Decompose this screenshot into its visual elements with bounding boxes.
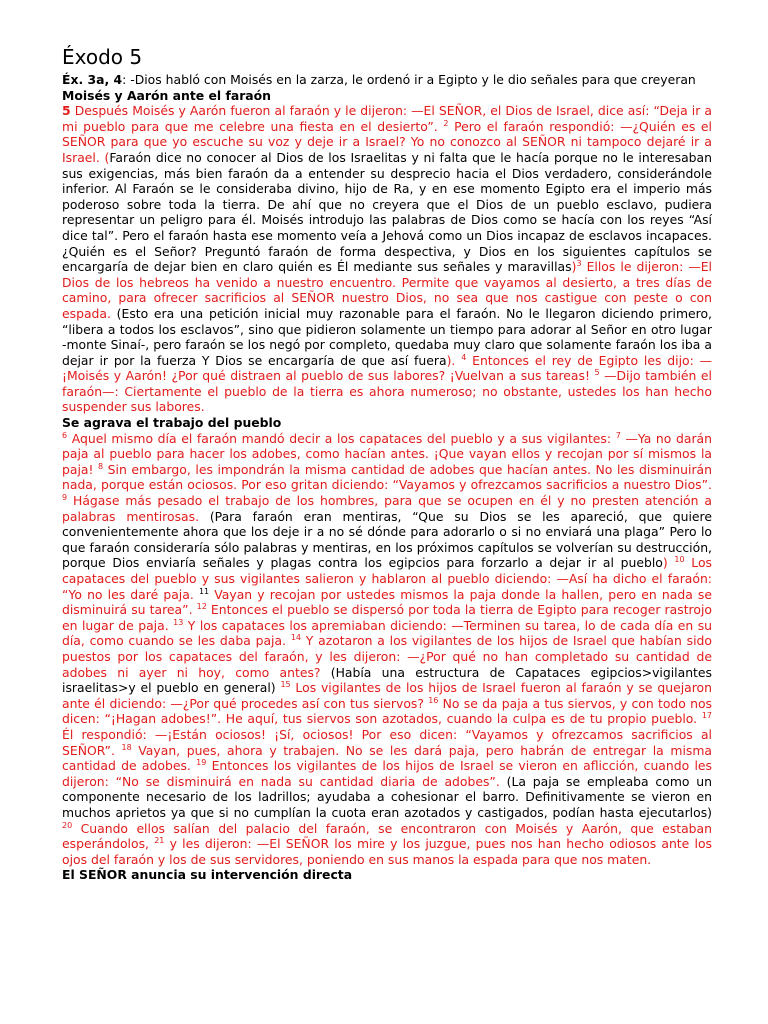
verse-number: 12 xyxy=(196,602,207,612)
verse-number: 21 xyxy=(154,835,165,845)
verse-text: No se da paja a tus siervos, y con todo nos dicen: “¡Hagan adobes!”. He aquí, tus siervos son azotados, cuando la culpa es de tu propio pueblo. xyxy=(62,695,712,727)
verse-number: 15 xyxy=(280,680,291,690)
intro-line xyxy=(62,72,712,88)
commentary-text: (La paja se empleaba como un componente necesario de los ladrillos; ayudaba a cohesionar el barro. Definitivamente se vieron en muchos aprietos ya que si no cumplían la cuota eran azotados y castigados, podían hasta ejecutarlos) xyxy=(62,773,712,820)
verse-number: 2 xyxy=(443,118,449,128)
intro-text: : -Dios habló con Moisés en la zarza, le ordenó ir a Egipto y le dio señales para que creyeran xyxy=(122,72,696,87)
verse-text: Vayan, pues, ahora y trabajen. No se les dará paja, pero habrán de entregar la misma cantidad de adobes. xyxy=(62,742,713,774)
verse-text: Los vigilantes de los hijos de Israel fueron al faraón y se quejaron ante él diciendo: —¿Por qué procedes así con tus siervos? xyxy=(62,680,712,711)
verse-text: Vayan y recojan por ustedes mismos la paja donde la hallen, pero en nada se disminuirá su tarea”. xyxy=(62,586,713,618)
verse-number: 16 xyxy=(428,695,439,705)
commentary-text: (Había una estructura de Capataces egipcios>vigilantes israelitas>y el pueblo en general) xyxy=(62,664,712,696)
intro-reference: Éx. 3a, 4 xyxy=(62,72,123,87)
verse-text: Hágase más pesado el trabajo de los hombres, para que se ocupen en él y no presten atención a palabras mentirosas. xyxy=(62,493,712,524)
verse-text: Los capataces del pueblo y sus vigilantes salieron y hablaron al pueblo diciendo: —Así ha dicho el faraón: “Yo no les daré paja. xyxy=(62,555,712,602)
verse-number: 17 xyxy=(701,711,712,721)
verse-text: Y los capataces los apremiaban diciendo: —Terminen su tarea, lo de cada día en su día, como cuando se les daba paja. xyxy=(62,617,713,649)
section-heading-lord-intervenes: El SEÑOR anuncia su intervención directa xyxy=(62,867,353,883)
verse-number: 10 xyxy=(674,555,685,565)
commentary-paren: ) xyxy=(571,259,577,275)
verse-number: 5 xyxy=(594,368,600,378)
verse-text: Entonces el rey de Egipto les dijo: —¡Moisés y Aarón! ¿Por qué distraen al pueblo de sus labores? ¡Vuelvan a sus tareas! xyxy=(62,352,712,384)
verse-text: Ellos le dijeron: —El Dios de los hebreos ha venido a nuestro encuentro. Permite que vayamos al desierto, a tres días de camino, para ofrecer sacrificios al SEÑOR nuestro Dios, no sea que nos castigue con peste o con espada. xyxy=(62,259,712,321)
commentary-text: (Para faraón eran mentiras, “Que su Dios se les apareció, que quiere convenientemente ahora que los deje ir a no sé dónde para adorarlo o si no enviará una plaga” Pero lo que faraón consideraría sólo palabras y mentiras, en los próximos capítulos se volverían su destrucción, porque Dios enviaría señales y plagas contra los egipcios para forzarlo a dejar ir al pueblo xyxy=(62,508,712,571)
commentary-text: (Esto era una petición inicial muy razonable para el faraón. No le llegaron diciendo primero, “libera a todos los esclavos”, sino que pidieron solamente un tiempo para adorar al Señor en otro lugar -monte Sinaí-, pero faraón se los negó por completo, quedaba muy claro que solamente faraón los iba a dejar ir por la fuerza Y Dios se encargaría de que así fuera xyxy=(62,305,712,368)
verse-number: 3 xyxy=(576,259,582,268)
verse-text: Sin embargo, les impondrán la misma cantidad de adobes que hacían antes. No les disminuirán nada, porque están ociosos. Por eso gritan diciendo: “Vayamos y ofrezcamos sacrificios a nuestro Dios”. xyxy=(62,461,712,493)
verse-number: 19 xyxy=(196,758,207,767)
verse-text: Aquel mismo día el faraón mandó decir a los capataces del pueblo y a sus vigilantes: xyxy=(67,430,616,446)
verse-number: 14 xyxy=(290,633,301,643)
paragraph-verses-6-21 xyxy=(62,431,712,868)
commentary-paren: ). xyxy=(446,352,456,368)
commentary-paren: ( xyxy=(104,149,110,165)
verse-number: 9 xyxy=(62,492,68,502)
verse-text: y les dijeron: —El SEÑOR los mire y los juzgue, pues nos han hecho odiosos ante los ojos del faraón y los de sus servidores, poniendo en sus manos la espada para que nos maten. xyxy=(62,836,712,867)
verse-number: 20 xyxy=(62,820,73,830)
verse-text: Entonces el pueblo se dispersó por toda la tierra de Egipto para recoger rastrojo en lugar de paja. xyxy=(62,602,712,633)
verse-number: 18 xyxy=(121,742,132,752)
verse-text: —Ya no darán paja al pueblo para hacer los adobes, como hacían antes. ¡Que vayan ellos y recojan por sí mismos la paja! xyxy=(62,430,712,477)
verse-number: 4 xyxy=(461,352,467,362)
verse-text: Después Moisés y Aarón fueron al faraón y le dijeron: —El SEÑOR, el Dios de Israel, dice así: “Deja ir a mi pueblo para que me celebre una fiesta en el desierto”. xyxy=(62,103,712,134)
verse-text: Entonces los vigilantes de los hijos de Israel se vieron en aflicción, cuando les dijeron: “No se disminuirá en nada su cantidad diaria de adobes”. xyxy=(62,758,712,789)
verse-text: Cuando ellos salían del palacio del faraón, se encontraron con Moisés y Aarón, que estaban esperándolos, xyxy=(62,820,712,852)
verse-text: —Dijo también el faraón—: Ciertamente el pueblo de la tierra es ahora numeroso; no obstante, ustedes los han hecho suspender sus labores. xyxy=(62,368,712,415)
verse-number: 8 xyxy=(98,461,104,471)
verse-number: 5 xyxy=(62,103,71,119)
verse-text: Él respondió: —¡Están ociosos! ¡Sí, ociosos! Por eso dicen: “Vayamos y ofrezcamos sacrificios al SEÑOR”. xyxy=(62,726,712,758)
verse-number: 11 xyxy=(198,586,210,596)
verse-text: Pero el faraón respondió: —¿Quién es el SEÑOR para que yo escuche su voz y deje ir a Israel? Yo no conozco al SEÑOR ni tampoco dejaré ir a Israel. xyxy=(62,118,712,165)
verse-number: 6 xyxy=(62,430,68,440)
section-heading-moses-aaron: Moisés y Aarón ante el faraón xyxy=(62,87,272,103)
page-title: Éxodo 5 xyxy=(62,45,143,69)
document-page xyxy=(62,44,712,883)
verse-text: Y azotaron a los vigilantes de los hijos de Israel que habían sido puestos por los capataces del faraón, y les dijeron: —¿Por qué no han completado su cantidad de adobes ni ayer ni hoy, como antes? xyxy=(62,633,712,680)
commentary-paren: ) xyxy=(662,555,668,571)
verse-number: 13 xyxy=(173,617,184,627)
section-heading-work-increased: Se agrava el trabajo del pueblo xyxy=(62,415,282,431)
commentary-text: Faraón dice no conocer al Dios de los Israelitas y ni falta que le hacía porque no le interesaban sus exigencias, más bien faraón da a entender su desprecio hacia el Dios verdadero, considerándole inferior. Al Faraón se le consideraba divino, hijo de Ra, y en ese momento Egipto era el imperio más poderoso sobre toda la tierra. De ahí que no creyera que el Dios de un pueblo esclavo, pudiera representar un peligro para él. Moisés introdujo las palabras de Dios como se hacía con los reyes “Así dice tal”. Pero el faraón hasta ese momento veía a Jehová como un Dios incapaz de esclavos incapaces. ¿Quién es el Señor? Preguntó faraón de forma despectiva, y Dios en los siguientes capítulos se encargaría de dejar bien en claro quién es Él mediante sus señales y maravillas xyxy=(62,149,712,275)
verse-number: 7 xyxy=(615,430,621,440)
paragraph-verses-1-5 xyxy=(62,103,712,415)
